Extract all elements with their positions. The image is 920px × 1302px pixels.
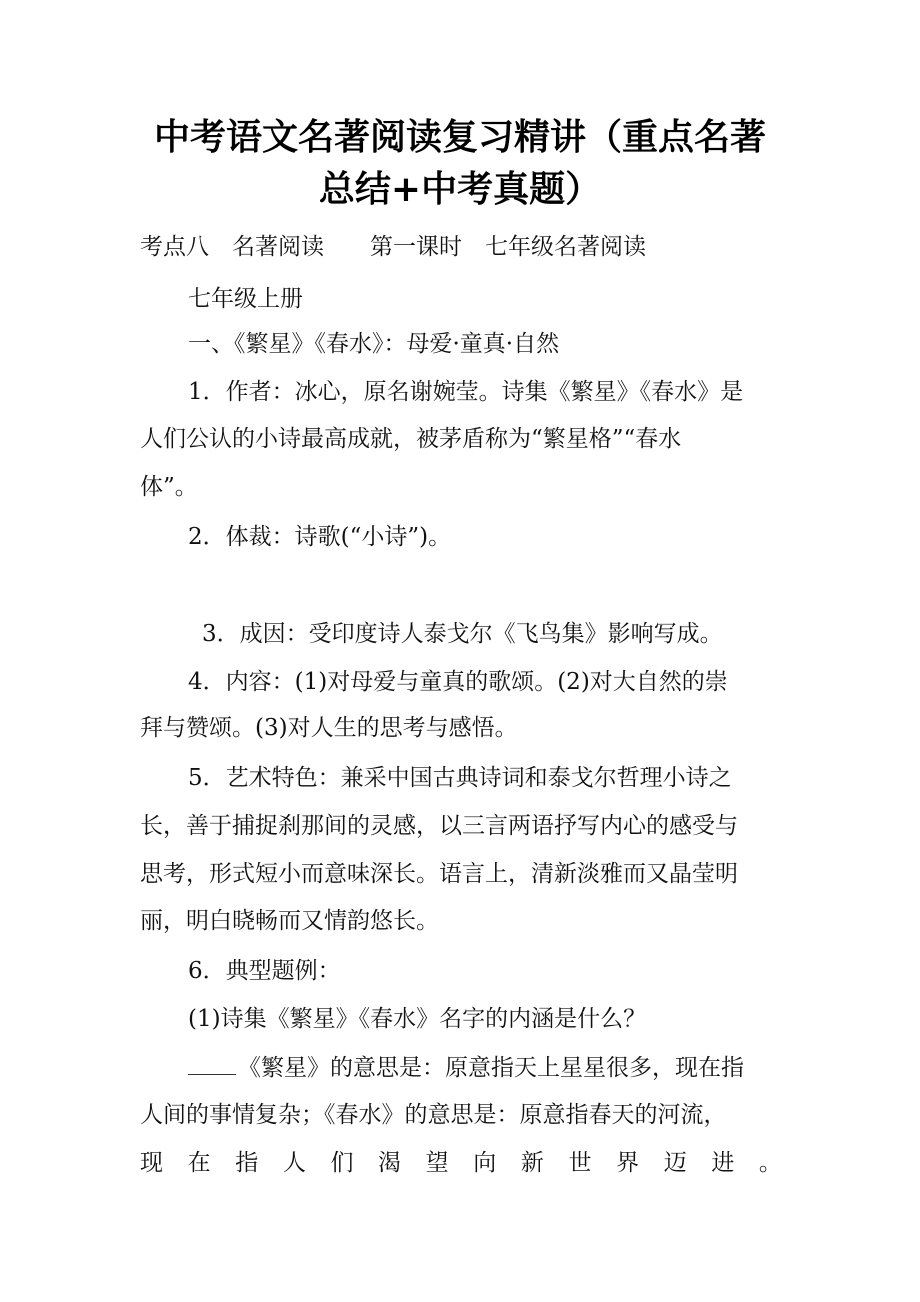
spread-char: 现 xyxy=(140,1150,163,1176)
title-line-1: 中考语文名著阅读复习精讲（重点名著 xyxy=(153,117,766,158)
answer-1-line-2: 人间的事情复杂；《春水》的意思是：原意指春天的河流， xyxy=(140,1102,727,1128)
spread-char: 。 xyxy=(758,1150,782,1176)
spread-char: 在 xyxy=(187,1150,211,1176)
spread-char: 世 xyxy=(568,1150,592,1176)
paragraph-5-line-1: 5．艺术特色：兼采中国古典诗词和泰戈尔哲理小诗之 xyxy=(188,765,732,791)
paragraph-1-line-1: 1．作者：冰心，原名谢婉莹。诗集《繁星》《春水》是 xyxy=(188,379,744,405)
paragraph-5-line-4: 丽，明白晓畅而又情韵悠长。 xyxy=(140,908,439,934)
paragraph-4-line-1: 4．内容：(1)对母爱与童真的歌颂。(2)对大自然的崇 xyxy=(188,669,728,695)
paragraph-6: 6．典型题例： xyxy=(188,958,341,984)
spread-char: 们 xyxy=(330,1150,354,1176)
document-title xyxy=(60,112,860,216)
section-heading: 一、《繁星》《春水》：母爱·童真·自然 xyxy=(188,331,560,357)
paragraph-5-line-2: 长，善于捕捉刹那间的灵感，以三言两语抒写内心的感受与 xyxy=(140,813,738,839)
spread-char: 人 xyxy=(282,1150,306,1176)
answer-1-line-1-text: 《繁星》的意思是：原意指天上星星很多，现在指 xyxy=(238,1055,744,1081)
paragraph-1-line-2: 人们公认的小诗最高成就，被茅盾称为“繁星格”“春水 xyxy=(140,426,682,452)
grade-label: 七年级上册 xyxy=(188,286,303,312)
spread-char: 望 xyxy=(425,1150,449,1176)
title-line-2: 总结+中考真题） xyxy=(318,169,602,210)
spread-char: 迈 xyxy=(663,1150,687,1176)
answer-1-line-3 xyxy=(140,1148,782,1178)
paragraph-3: 3．成因：受印度诗人泰戈尔《飞鸟集》影响写成。 xyxy=(202,621,723,647)
spread-char: 渴 xyxy=(378,1150,402,1176)
paragraph-4-line-2: 拜与赞颂。(3)对人生的思考与感悟。 xyxy=(140,715,518,741)
spread-char: 新 xyxy=(520,1150,544,1176)
spread-char: 指 xyxy=(235,1150,259,1176)
answer-blank xyxy=(188,1052,236,1075)
question-1: (1)诗集《繁星》《春水》名字的内涵是什么？ xyxy=(188,1006,647,1032)
paragraph-5-line-3: 思考，形式短小而意味深长。语言上，清新淡雅而又晶莹明 xyxy=(140,861,738,887)
paragraph-1-line-3: 体”。 xyxy=(140,474,198,500)
paragraph-2: 2．体裁：诗歌(“小诗”)。 xyxy=(188,524,452,550)
spread-char: 向 xyxy=(473,1150,497,1176)
spread-char: 进 xyxy=(711,1150,735,1176)
subheading: 考点八 名著阅读 第一课时 七年级名著阅读 xyxy=(140,234,646,260)
answer-1-line-1 xyxy=(188,1052,830,1083)
spread-char: 界 xyxy=(616,1150,640,1176)
